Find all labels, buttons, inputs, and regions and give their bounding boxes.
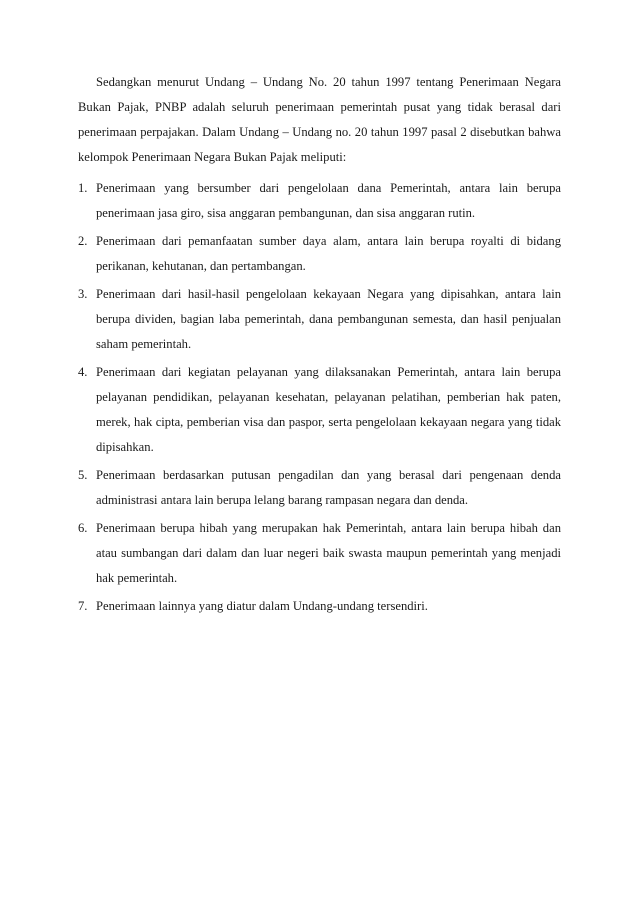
- list-item: [78, 516, 561, 591]
- list-item: [78, 360, 561, 460]
- list-item-text: Penerimaan yang bersumber dari pengelolaan dana Pemerintah, antara lain berupa penerimaan jasa giro, sisa anggaran pembangunan, dan sisa anggaran rutin.: [96, 181, 561, 220]
- list-item-text: Penerimaan dari hasil-hasil pengelolaan kekayaan Negara yang dipisahkan, antara lain berupa dividen, bagian laba pemerintah, dana pembangunan semesta, dan hasil penjualan saham pemerintah.: [96, 287, 561, 351]
- list-item-number: 2.: [78, 234, 88, 248]
- list-item-text: Penerimaan berupa hibah yang merupakan hak Pemerintah, antara lain berupa hibah dan atau sumbangan dari dalam dan luar negeri baik swasta maupun pemerintah yang menjadi hak pemerintah.: [96, 521, 561, 585]
- list-item-text: Penerimaan berdasarkan putusan pengadilan dan yang berasal dari pengenaan denda administrasi antara lain berupa lelang barang rampasan negara dan denda.: [96, 468, 561, 507]
- intro-paragraph: Sedangkan menurut Undang – Undang No. 20 tahun 1997 tentang Penerimaan Negara Bukan Pajak, PNBP adalah seluruh penerimaan pemerintah pusat yang tidak berasal dari penerimaan perpajakan. Dalam Undang – Undang no. 20 tahun 1997 pasal 2 disebutkan bahwa kelompok Penerimaan Negara Bukan Pajak meliputi:: [78, 75, 561, 164]
- list-item: [78, 463, 561, 513]
- list-item-number: 6.: [78, 521, 88, 535]
- list-item: [78, 594, 561, 619]
- list-item-number: 1.: [78, 181, 88, 195]
- list-item: [78, 282, 561, 357]
- list-item-number: 4.: [78, 365, 88, 379]
- list-item: [78, 229, 561, 279]
- list-item: [78, 176, 561, 226]
- list-item-number: 3.: [78, 287, 88, 301]
- list-item-text: Penerimaan dari kegiatan pelayanan yang dilaksanakan Pemerintah, antara lain berupa pelayanan pendidikan, pelayanan kesehatan, pelayanan pelatihan, pemberian hak paten, merek, hak cipta, pemberian visa dan paspor, serta pengelolaan kekayaan negara yang tidak dipisahkan.: [96, 365, 561, 454]
- list-item-number: 5.: [78, 468, 88, 482]
- revenue-list: [78, 176, 561, 619]
- list-item-number: 7.: [78, 599, 88, 613]
- document-page: [78, 70, 561, 622]
- list-item-text: Penerimaan lainnya yang diatur dalam Undang-undang tersendiri.: [96, 599, 428, 613]
- list-item-text: Penerimaan dari pemanfaatan sumber daya alam, antara lain berupa royalti di bidang perikanan, kehutanan, dan pertambangan.: [96, 234, 561, 273]
